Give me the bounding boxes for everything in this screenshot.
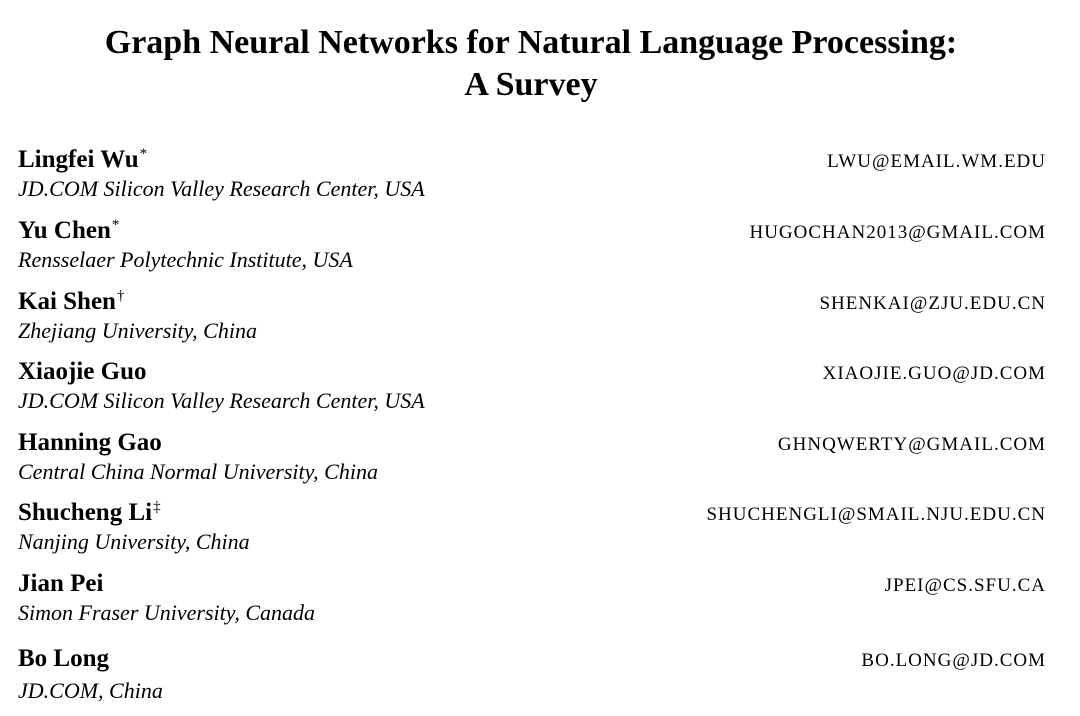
author-name (18, 145, 147, 175)
author-block-hanning-gao (18, 428, 1048, 492)
author-affiliation: JD.COM Silicon Valley Research Center, USA (18, 176, 425, 201)
author-affiliation: Simon Fraser University, Canada (18, 600, 315, 625)
author-footnote-mark: * (139, 146, 148, 162)
author-name-text: Kai Shen (18, 288, 116, 315)
author-name (18, 287, 124, 317)
author-name-text: Shucheng Li (18, 499, 153, 526)
author-email: JPEI@CS.SFU.CA (884, 575, 1046, 596)
author-footnote-mark: † (116, 288, 125, 304)
author-block-bo-long (18, 644, 1048, 708)
author-affiliation: Nanjing University, China (18, 529, 250, 554)
author-email: GHNQWERTY@GMAIL.COM (777, 434, 1046, 455)
author-name (18, 428, 163, 458)
author-name (18, 216, 119, 246)
author-block-jian-pei (18, 569, 1048, 633)
author-email: XIAOJIE.GUO@JD.COM (822, 363, 1046, 384)
author-block-kai-shen (18, 287, 1048, 351)
author-block-shucheng-li (18, 498, 1048, 562)
author-name-text: Lingfei Wu (18, 146, 139, 173)
author-email: LWU@EMAIL.WM.EDU (827, 151, 1046, 172)
author-name-text: Yu Chen (18, 217, 111, 244)
author-name (18, 569, 104, 599)
author-block-xiaojie-guo (18, 357, 1048, 421)
author-name (18, 357, 147, 387)
author-email: SHUCHENGLI@SMAIL.NJU.EDU.CN (706, 504, 1046, 525)
author-block-yu-chen (18, 216, 1048, 280)
author-name-text: Hanning Gao (18, 429, 162, 456)
author-block-lingfei-wu (18, 145, 1048, 209)
author-name (18, 644, 110, 674)
author-email: BO.LONG@JD.COM (861, 650, 1046, 671)
author-name (18, 498, 161, 528)
paper-title (0, 22, 1062, 106)
author-email: SHENKAI@ZJU.EDU.CN (819, 293, 1046, 314)
author-affiliation: JD.COM Silicon Valley Research Center, USA (18, 388, 425, 413)
author-affiliation: Rensselaer Polytechnic Institute, USA (18, 247, 353, 272)
author-affiliation: Central China Normal University, China (18, 459, 378, 484)
author-email: HUGOCHAN2013@GMAIL.COM (749, 222, 1046, 243)
paper-title-line-2: A Survey (464, 66, 598, 103)
author-affiliation: JD.COM, China (18, 678, 163, 703)
author-affiliation: Zhejiang University, China (18, 318, 257, 343)
author-name-text: Xiaojie Guo (18, 358, 147, 385)
author-name-text: Jian Pei (18, 570, 104, 597)
paper-title-line-1: Graph Neural Networks for Natural Language Processing: (104, 24, 958, 61)
author-footnote-mark: ‡ (153, 499, 161, 515)
author-name-text: Bo Long (18, 645, 110, 672)
author-footnote-mark: * (111, 217, 120, 233)
